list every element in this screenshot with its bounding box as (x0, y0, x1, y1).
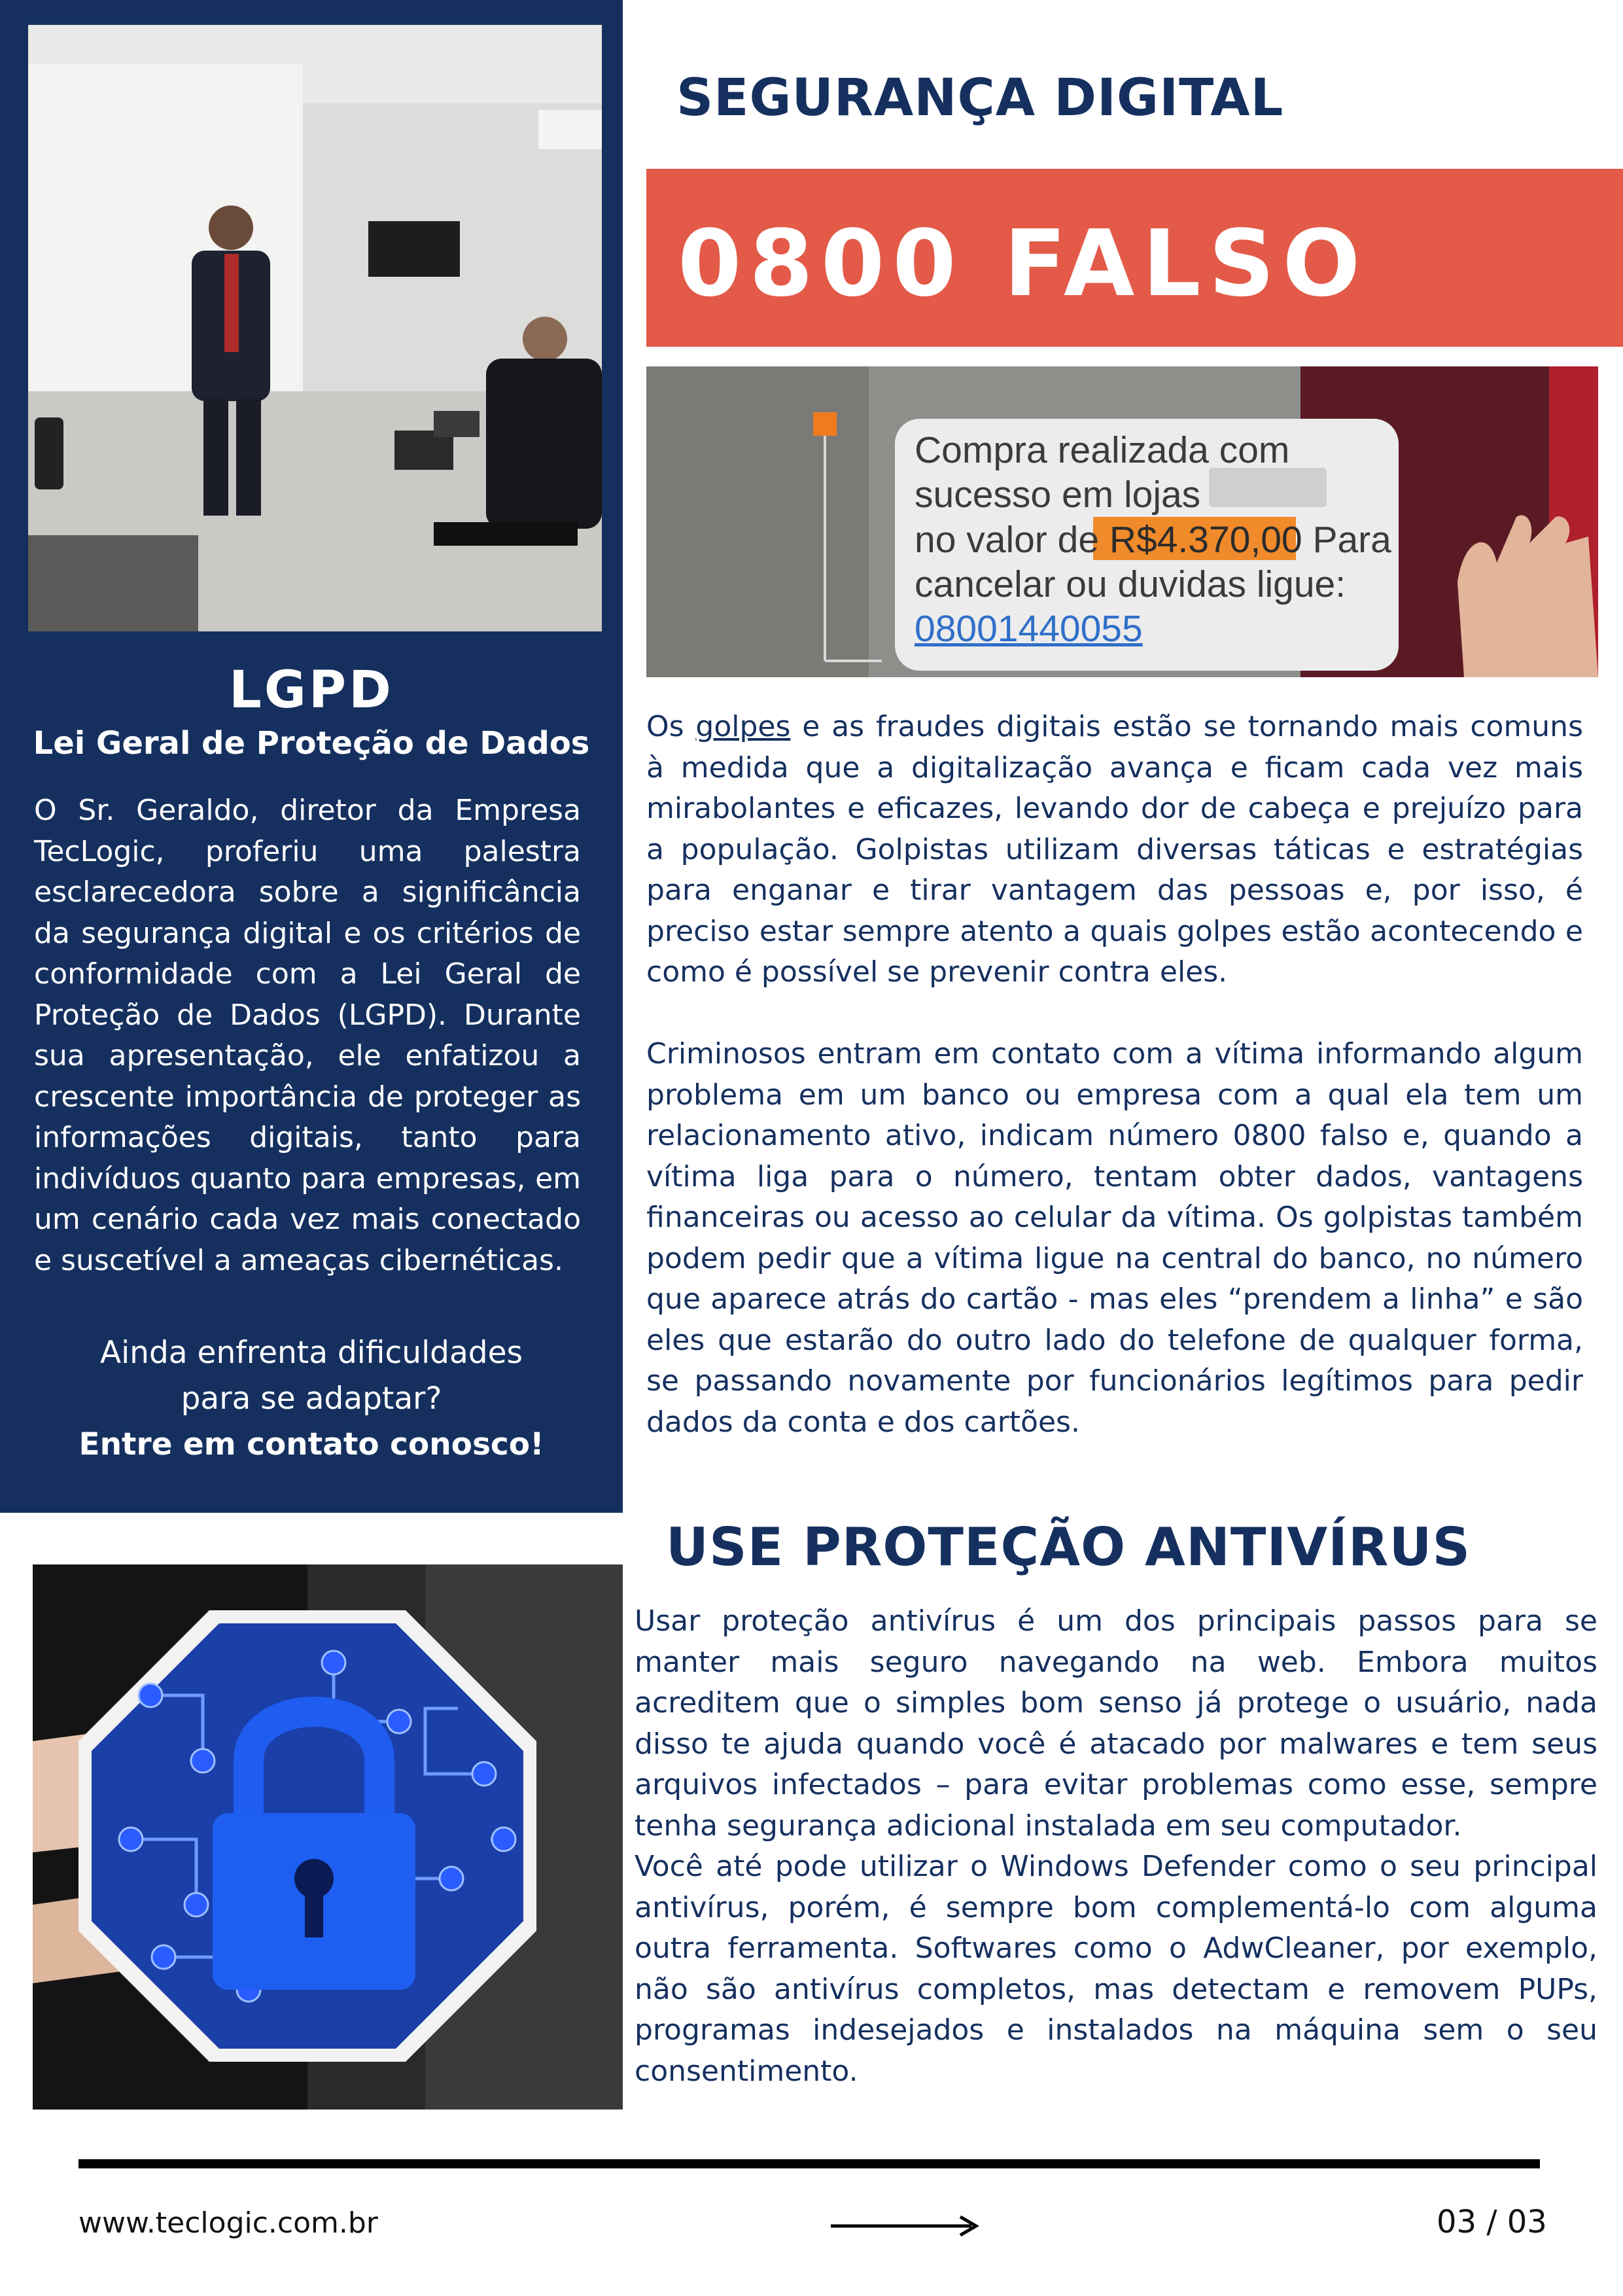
page-number: 03 / 03 (1437, 2204, 1547, 2240)
sms-amount: R$4.370,00 (1109, 519, 1302, 561)
sms-line-3-suffix: Para (1302, 519, 1391, 561)
lecture-photo (28, 25, 602, 631)
sms-line-4: cancelar ou duvidas ligue: (915, 563, 1346, 605)
footer-divider (79, 2159, 1540, 2168)
golpe-p1-before: Os (646, 710, 696, 743)
lgpd-subtitle: Lei Geral de Proteção de Dados (33, 725, 590, 762)
lgpd-title: LGPD (229, 661, 394, 720)
golpe-paragraph-1 (646, 707, 1583, 993)
golpe-p1-after: e as fraudes digitais estão se tornando mais comuns à medida que a digitalização avança e ficam cada vez mais mirabolantes e eficazes, levando dor de cabeça e prejuízo para a população. Golpistas utilizam diversas táticas e estratégias para enganar e tirar vantagem das pessoas e, por isso, é preciso estar sempre atento a quais golpes estão acontecendo e como é possível se prevenir contra eles. (646, 710, 1583, 989)
sms-line-1: Compra realizada com (915, 429, 1290, 471)
footer-website-link[interactable]: www.teclogic.com.br (79, 2206, 378, 2240)
section-heading: SEGURANÇA DIGITAL (676, 69, 1284, 128)
antivirus-paragraph-1: Usar proteção antivírus é um dos principais passos para se manter mais seguro navegando na web. Embora muitos acreditem que o simples bom senso já protege o usuário, nada disso te ajuda quando você é atacado por malwares e tem seus arquivos infectados – para evitar problemas como esse, sempre tenha segurança adicional instalada em seu computador. (635, 1604, 1597, 1843)
sms-line-3 (915, 518, 1391, 561)
cta-question-line1: Ainda enfrenta dificuldades (99, 1335, 523, 1371)
next-arrow-icon[interactable] (831, 2213, 981, 2239)
sms-phone-link: 08001440055 (915, 608, 1143, 650)
sms-line-3-prefix: no valor de (915, 519, 1109, 561)
golpe-article (646, 707, 1583, 1484)
banner-title: 0800 FALSO (678, 211, 1369, 317)
golpe-paragraph-2: Criminosos entram em contato com a vítima informando algum problema em um banco ou empresa com a qual ela tem um relacionamento ativo, indicam número 0800 falso e, quando a vítima liga para o número, tentam obter dados, vantagens financeiras ou acesso ao celular da vítima. Os golpistas também podem pedir que a vítima ligue na central do banco, no número que aparece atrás do cartão - mas eles “prendem a linha” e são eles que estarão do outro lado do telefone de qualquer forma, se passando novamente por funcionários legítimos para pedir dados da conta e dos cartões. (646, 1037, 1583, 1439)
sms-line-2: sucesso em lojas (915, 474, 1201, 516)
antivirus-paragraph-2: Você até pode utilizar o Windows Defender como o seu principal antivírus, porém, é sempre bom complementá-lo com alguma outra ferramenta. Softwares como o AdwCleaner, por exemplo, não são antivírus completos, mas detectam e removem PUPs, programas indesejados e instalados na máquina sem o seu consentimento. (635, 1850, 1597, 2088)
padlock-photo (33, 1564, 623, 2110)
golpes-link[interactable]: golpes (695, 710, 791, 743)
antivirus-heading: USE PROTEÇÃO ANTIVÍRUS (666, 1517, 1471, 1578)
sms-scam-photo (646, 366, 1598, 677)
lgpd-body-text: O Sr. Geraldo, diretor da Empresa TecLogic, proferiu uma palestra esclarecedora sobre a significância da segurança digital e os critérios de conformidade com a Lei Geral de Proteção de Dados (LGPD). Durante sua apresentação, ele enfatizou a crescente importância de proteger as informações digitais, tanto para indivíduos quanto para empresas, em um cenário cada vez mais conectado e suscetível a ameaças cibernéticas. (34, 794, 581, 1277)
cta-contact-us[interactable]: Entre em contato conosco! (79, 1426, 544, 1462)
antivirus-article (635, 1601, 1597, 2092)
cta-question-line2: para se adaptar? (181, 1381, 442, 1417)
